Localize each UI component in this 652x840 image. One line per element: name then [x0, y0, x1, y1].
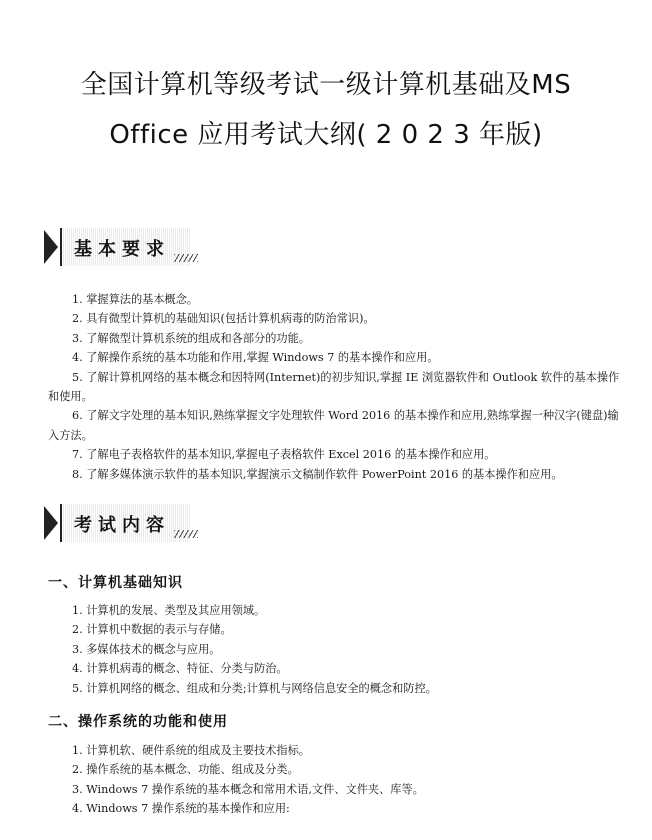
list-item: 4. Windows 7 操作系统的基本操作和应用: [72, 802, 290, 816]
section-label-content: 考试内容 [74, 515, 170, 536]
list-item: 3. 多媒体技术的概念与应用。 [72, 642, 221, 656]
section-banner-exam-content [44, 500, 184, 546]
list-item: 3. Windows 7 操作系统的基本概念和常用术语,文件、文件夹、库等。 [72, 782, 424, 796]
list-item: 5. 了解计算机网络的基本概念和因特网(Internet)的初步知识,掌握 IE 浏览器软件和 Outlook 软件的基本操作和使用。 [48, 370, 620, 404]
list-item: 1. 计算机的发展、类型及其应用领域。 [72, 604, 266, 617]
list-item: 4. 了解操作系统的基本功能和作用,掌握 Windows 7 的基本操作和应用。 [72, 351, 439, 365]
part1-heading: 一、计算机基础知识 [48, 575, 183, 591]
part2-heading: 二、操作系统的功能和使用 [48, 714, 228, 730]
banner-arrow-icon [44, 506, 58, 540]
section-banner-basic-requirements [44, 224, 184, 270]
list-item: 3. 了解微型计算机系统的组成和各部分的功能。 [72, 331, 310, 345]
part2-list [48, 741, 626, 819]
list-item: 7. 了解电子表格软件的基本知识,掌握电子表格软件 Excel 2016 的基本操作和应用。 [72, 448, 496, 462]
list-item: 4. 计算机病毒的概念、特征、分类与防治。 [72, 662, 288, 676]
hatch-decoration-icon [174, 254, 198, 262]
basic-requirements-list [48, 290, 626, 484]
list-item: 5. 计算机网络的概念、组成和分类;计算机与网络信息安全的概念和防控。 [72, 681, 437, 695]
page-title-line-1: 全国计算机等级考试一级计算机基础及MS [80, 70, 572, 100]
section-label-basic: 基本要求 [74, 239, 170, 260]
page-title-line-2: Office 应用考试大纲( 2 0 2 3 年版) [109, 120, 543, 150]
list-item: 2. 计算机中数据的表示与存储。 [72, 623, 232, 637]
list-item: 6. 了解文字处理的基本知识,熟练掌握文字处理软件 Word 2016 的基本操作和应用,熟练掌握一种汉字(键盘)输入方法。 [48, 409, 619, 442]
banner-arrow-icon [44, 230, 58, 264]
list-item: 1. 计算机软、硬件系统的组成及主要技术指标。 [72, 744, 310, 757]
list-item: 1. 掌握算法的基本概念。 [72, 293, 199, 306]
part1-list [48, 601, 626, 698]
hatch-decoration-icon [174, 530, 198, 538]
list-item: 8. 了解多媒体演示软件的基本知识,掌握演示文稿制作软件 PowerPoint 2016 的基本操作和应用。 [72, 467, 563, 481]
list-item: 2. 操作系统的基本概念、功能、组成及分类。 [72, 763, 299, 777]
list-item: 2. 具有微型计算机的基础知识(包括计算机病毒的防治常识)。 [72, 312, 375, 326]
